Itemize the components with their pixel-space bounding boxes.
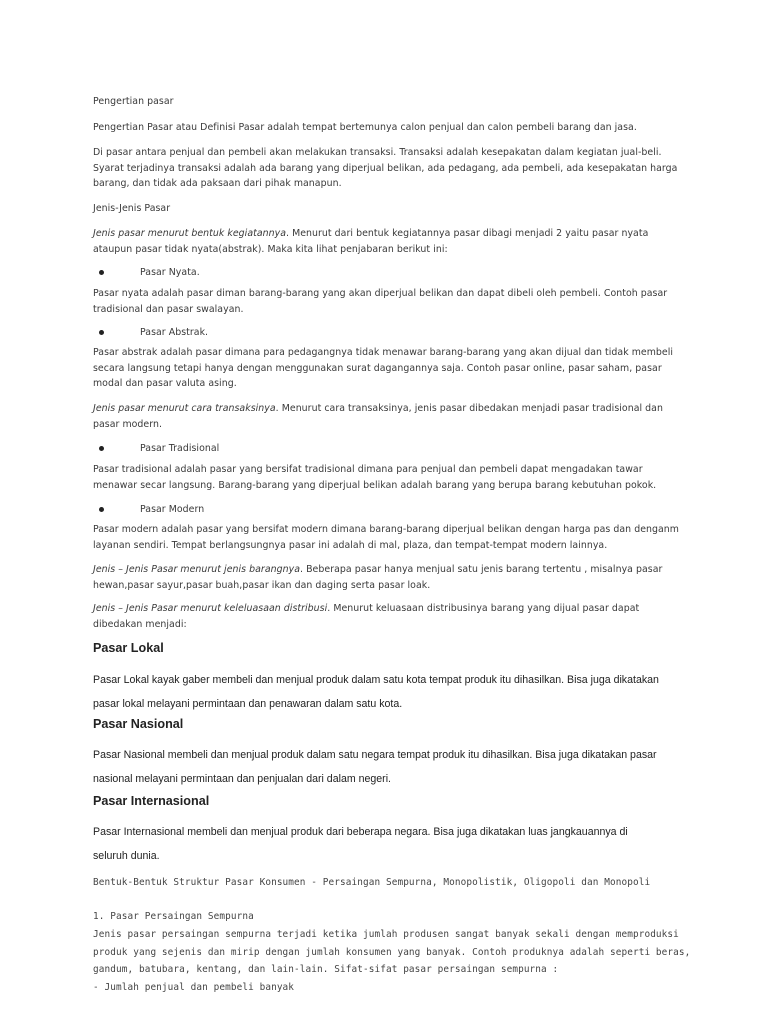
paragraph-nyata: Pasar nyata adalah pasar diman barang-barang yang akan diperjual belikan dan dapat dibeli oleh pembeli. Contoh pasar tradisional dan pasar swalayan. — [93, 288, 668, 315]
bullet-item-tradisional — [93, 441, 683, 457]
paragraph-modern: Pasar modern adalah pasar yang bersifat modern dimana barang-barang diperjual belikan dengan harga pas dan denganm layanan sendiri. Tempat berlangsungnya pasar ini adalah di mal, plaza, dan tempat-tempat modern lainnya. — [93, 524, 679, 551]
bullet-item-abstrak — [93, 325, 683, 341]
heading-bentuk-struktur: Bentuk-Bentuk Struktur Pasar Konsumen - Persaingan Sempurna, Monopolistik, Oligopoli dan Monopoli — [93, 877, 651, 888]
paragraph-persaingan-sempurna: Jenis pasar persaingan sempurna terjadi ketika jumlah produsen sangat banyak sekali dengan memproduksi produk yang sejenis dan mirip dengan jumlah konsumen yang banyak. Contoh produknya adalah seperti beras, gandum, batubara, kentang, dan lain-lain. Sifat-sifat pasar persaingan sempurna : — [93, 929, 691, 976]
bullet-label: Pasar Abstrak. — [140, 327, 209, 338]
paragraph-text: . Beberapa pasar hanya menjual satu jenis barang tertentu , misalnya pasar hewan,pasar sayur,pasar buah,pasar ikan dan daging serta pasar loak. — [93, 564, 663, 591]
heading-pasar-lokal: Pasar Lokal — [93, 641, 164, 655]
paragraph-text: . Menurut keluasaan distribusinya barang yang dijual pasar dapat dibedakan menjadi: — [93, 603, 640, 630]
paragraph-bentuk-kegiatan — [93, 226, 683, 257]
heading-pasar-internasional: Pasar Internasional — [93, 794, 210, 808]
bullet-icon — [99, 330, 104, 335]
list-item-sifat: - Jumlah penjual dan pembeli banyak — [93, 982, 295, 993]
bullet-icon — [99, 507, 104, 512]
bullet-label: Pasar Nyata. — [140, 267, 200, 278]
italic-label: Jenis – Jenis Pasar menurut keleluasaan distribusi — [93, 603, 328, 614]
page-title: Pengertian pasar — [93, 96, 174, 107]
italic-label: Jenis pasar menurut bentuk kegiatannya — [93, 228, 287, 239]
bullet-label: Pasar Modern — [140, 504, 205, 515]
paragraph-pasar-lokal: Pasar Lokal kayak gaber membeli dan menjual produk dalam satu kota tempat produk itu dihasilkan. Bisa juga dikatakan pasar lokal melayani permintaan dan penawaran dalam satu kota. — [93, 674, 659, 710]
bullet-icon — [99, 446, 104, 451]
bullet-label: Pasar Tradisional — [140, 443, 220, 454]
bullet-item-modern — [93, 502, 683, 518]
heading-pasar-nasional: Pasar Nasional — [93, 717, 184, 731]
italic-label: Jenis – Jenis Pasar menurut jenis barangnya — [93, 564, 301, 575]
subheading-persaingan-sempurna: 1. Pasar Persaingan Sempurna — [93, 911, 254, 922]
paragraph-transaksi: Di pasar antara penjual dan pembeli akan melakukan transaksi. Transaksi adalah kesepakatan dalam kegiatan jual-beli. Syarat terjadinya transaksi adalah ada barang yang diperjual belikan, ada pedagang, ada pembeli, ada kesepakatan harga barang, dan tidak ada paksaan dari pihak manapun. — [93, 147, 678, 190]
paragraph-distribusi — [93, 601, 683, 632]
paragraph-jenis-barang — [93, 562, 683, 593]
italic-label: Jenis pasar menurut cara transaksinya — [93, 403, 276, 414]
paragraph-definisi: Pengertian Pasar atau Definisi Pasar adalah tempat bertemunya calon penjual dan calon pembeli barang dan jasa. — [93, 122, 637, 133]
bullet-icon — [99, 270, 104, 275]
bullet-item-nyata — [93, 265, 683, 281]
section-heading-jenis: Jenis-Jenis Pasar — [93, 203, 171, 214]
paragraph-abstrak: Pasar abstrak adalah pasar dimana para pedagangnya tidak menawar barang-barang yang akan dijual dan tidak membeli secara langsung tetapi hanya dengan menggunakan surat dagangannya saja. Contoh pasar online, pasar saham, pasar modal dan pasar valuta asing. — [93, 347, 674, 390]
paragraph-pasar-nasional: Pasar Nasional membeli dan menjual produk dalam satu negara tempat produk itu dihasilkan. Bisa juga dikatakan pasar nasional melayani permintaan dan penjualan dari dalam negeri. — [93, 749, 657, 785]
paragraph-cara-transaksi — [93, 401, 683, 432]
paragraph-text: . Menurut dari bentuk kegiatannya pasar dibagi menjadi 2 yaitu pasar nyata ataupun pasar tidak nyata(abstrak). Maka kita lihat penjabaran berikut ini: — [93, 228, 649, 255]
paragraph-text: . Menurut cara transaksinya, jenis pasar dibedakan menjadi pasar tradisional dan pasar modern. — [93, 403, 663, 430]
paragraph-pasar-internasional: Pasar Internasional membeli dan menjual produk dari beberapa negara. Bisa juga dikatakan luas jangkauannya di seluruh dunia. — [93, 826, 628, 862]
paragraph-tradisional: Pasar tradisional adalah pasar yang bersifat tradisional dimana para penjual dan pembeli dapat mengadakan tawar menawar secar langsung. Barang-barang yang diperjual belikan adalah barang yang berupa barang kebutuhan pokok. — [93, 464, 657, 491]
